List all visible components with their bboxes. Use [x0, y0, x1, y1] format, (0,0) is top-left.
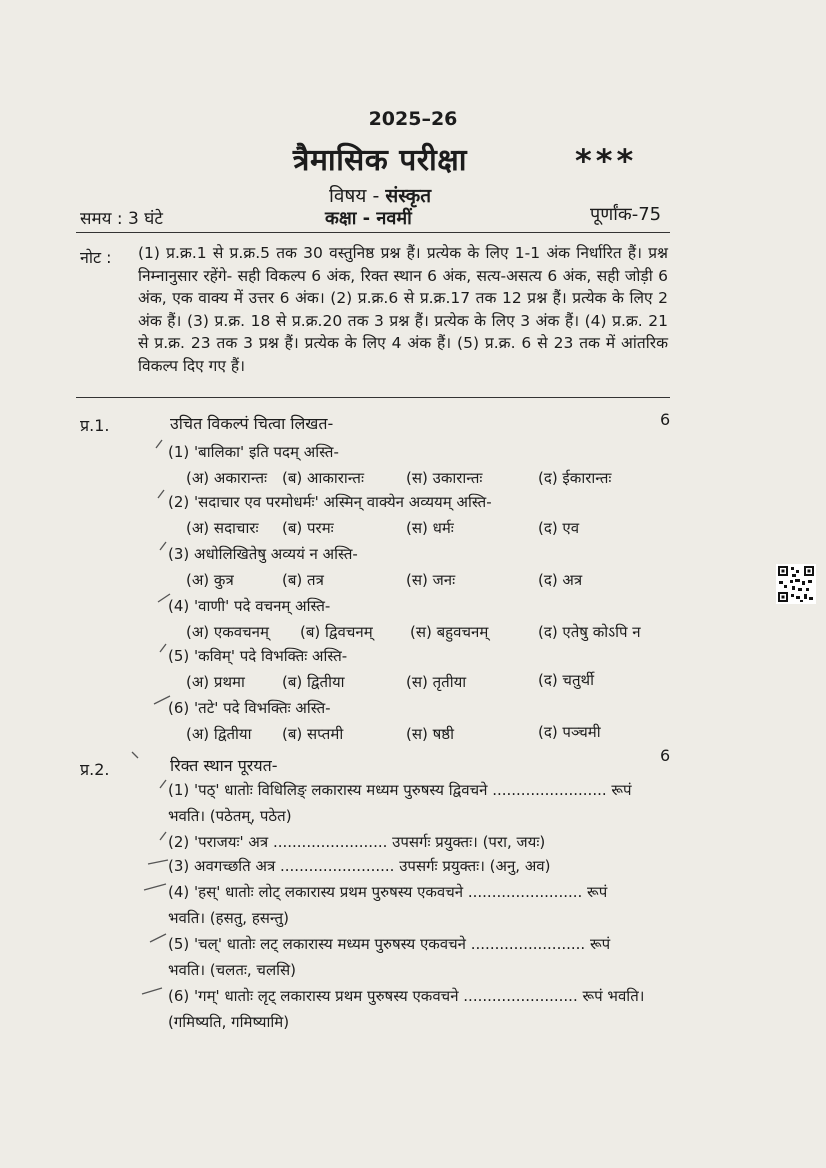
question-heading: उचित विकल्पं चित्वा लिखत- [170, 414, 334, 433]
stars-mark: *** [575, 142, 638, 180]
mcq-option: (ब) द्वितीया [282, 673, 345, 691]
divider [76, 232, 670, 233]
blank-item-continued: भवति। (हसतु, हसन्तु) [168, 909, 289, 927]
mcq-option: (ब) द्विवचनम् [300, 623, 373, 641]
mcq-stem: (2) 'सदाचार एव परमोधर्मः' अस्मिन् वाक्येन अव्ययम् अस्ति- [168, 493, 492, 511]
blank-item-continued: भवति। (पठेतम्, पठेत) [168, 807, 292, 825]
mcq-stem: (1) 'बालिका' इति पदम् अस्ति- [168, 443, 339, 461]
question-number: प्र.2. [80, 760, 110, 779]
exam-class: कक्षा - नवमीं [325, 208, 412, 229]
mcq-option: (द) चतुर्थी [538, 671, 594, 689]
note-label: नोट : [80, 248, 112, 267]
divider [76, 397, 670, 398]
mcq-option: (द) अत्र [538, 571, 583, 589]
qr-code-icon [776, 564, 816, 604]
mcq-option: (अ) सदाचारः [186, 519, 259, 537]
mcq-option: (स) षष्ठी [406, 725, 455, 743]
mcq-option: (ब) परमः [282, 519, 334, 537]
mcq-option: (अ) प्रथमा [186, 673, 245, 691]
blank-item-continued: भवति। (चलतः, चलसि) [168, 961, 297, 979]
pencil-marks [140, 436, 180, 1036]
mcq-stem: (4) 'वाणी' पदे वचनम् अस्ति- [168, 597, 331, 615]
subject-label: विषय - [328, 185, 386, 207]
subject-value: संस्कृत [385, 185, 432, 207]
exam-title: त्रैमासिक परीक्षा [292, 143, 468, 178]
mcq-option: (अ) कुत्र [186, 571, 234, 589]
question-heading: रिक्त स्थान पूरयत- [170, 756, 278, 775]
mcq-option: (अ) अकारान्तः [186, 469, 268, 487]
blank-item: (1) 'पठ्' धातोः विधिलिङ् लकारास्य मध्यम पुरुषस्य द्विवचने ........................ रूपं [168, 781, 632, 799]
mcq-option: (अ) एकवचनम् [186, 623, 269, 641]
mcq-option: (स) जनः [406, 571, 456, 589]
blank-item: (5) 'चल्' धातोः लट् लकारास्य मध्यम पुरुषस्य एकवचने ........................ रूपं [168, 935, 611, 953]
mcq-option: (द) एतेषु कोऽपि न [538, 623, 641, 641]
mcq-option: (स) तृतीया [406, 673, 467, 691]
mcq-stem: (5) 'कविम्' पदे विभक्तिः अस्ति- [168, 647, 348, 665]
blank-item-continued: (गमिष्यति, गमिष्यामि) [168, 1013, 290, 1031]
blank-item: (6) 'गम्' धातोः लृट् लकारास्य प्रथम पुरुषस्य एकवचने ........................ रूपं भवति। [168, 987, 645, 1005]
question-marks: 6 [660, 746, 671, 765]
note-text: (1) प्र.क्र.1 से प्र.क्र.5 तक 30 वस्तुनिष्ठ प्रश्न हैं। प्रत्येक के लिए 1-1 अंक निर्धारित हैं। प्रश्न निम्नानुसार रहेंगे- सही विकल्प 6 अंक, रिक्त स्थान 6 अंक, सत्य-असत्य 6 अंक, सही जोड़ी 6 अंक, एक वाक्य में उत्तर 6 अंक। (2) प्र.क्र.6 से प्र.क्र.17 तक 12 प्रश्न हैं। प्रत्येक के लिए 2 अंक हैं। (3) प्र.क्र. 18 से प्र.क्र.20 तक 3 प्रश्न हैं। प्रत्येक के लिए 3 अंक हैं। (4) प्र.क्र. 21 से प्र.क्र. 23 तक 3 प्रश्न हैं। प्रत्येक के लिए 4 अंक हैं। (5) प्र.क्र. 6 से 23 तक में आंतरिक विकल्प दिए गए हैं। [138, 244, 668, 375]
mcq-option: (स) धर्मः [406, 519, 454, 537]
total-marks: पूर्णांक-75 [590, 204, 662, 225]
mcq-option: (द) ईकारान्तः [538, 469, 612, 487]
mcq-option: (द) पञ्चमी [538, 723, 601, 741]
mcq-option: (ब) सप्तमी [282, 725, 344, 743]
mcq-stem: (6) 'तटे' पदे विभक्तिः अस्ति- [168, 699, 331, 717]
mcq-stem: (3) अधोलिखितेषु अव्ययं न अस्ति- [168, 545, 358, 563]
question-number: प्र.1. [80, 416, 110, 435]
mcq-option: (स) बहुवचनम् [410, 623, 489, 641]
mcq-option: (ब) आकारान्तः [282, 469, 364, 487]
question-marks: 6 [660, 410, 671, 429]
mcq-option: (अ) द्वितीया [186, 725, 252, 743]
mcq-option: (स) उकारान्तः [406, 469, 483, 487]
blank-item: (3) अवगच्छति अत्र ........................ उपसर्गः प्रयुक्तः। (अनु, अव) [168, 857, 551, 875]
blank-item: (2) 'पराजयः' अत्र ........................ उपसर्गः प्रयुक्तः। (परा, जयः) [168, 833, 546, 851]
exam-time: समय : 3 घंटे [80, 209, 163, 229]
mcq-option: (द) एव [538, 519, 580, 537]
exam-year: 2025–26 [368, 108, 458, 130]
mcq-option: (ब) तत्र [282, 571, 324, 589]
blank-item: (4) 'हस्' धातोः लोट् लकारास्य प्रथम पुरुषस्य एकवचने ........................ रूपं [168, 883, 608, 901]
